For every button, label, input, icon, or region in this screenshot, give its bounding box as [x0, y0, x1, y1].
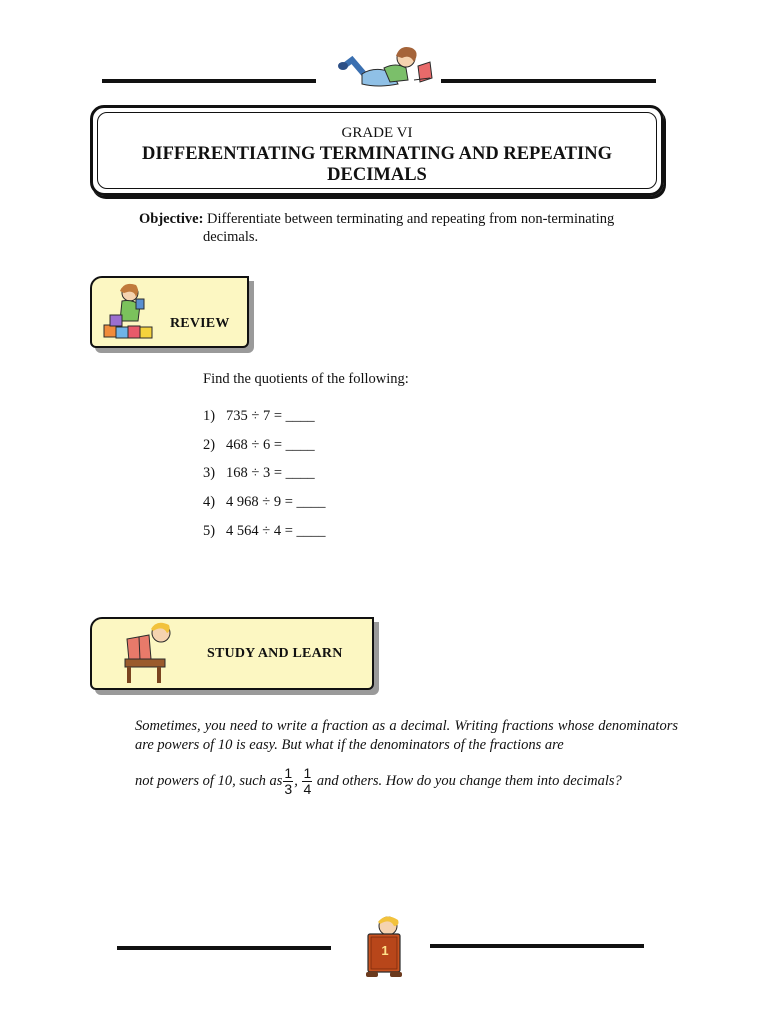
objective-text-line2: decimals.	[203, 229, 259, 245]
page-title-line1: DIFFERENTIATING TERMINATING AND REPEATING	[142, 144, 612, 164]
reading-girl-illustration	[334, 44, 436, 96]
study-paragraph: Sometimes, you need to write a fraction as a decimal. Writing fractions whose denominators are powers of 10 is easy. But what if the denominators of the fractions are	[135, 718, 678, 753]
page-title	[98, 144, 656, 186]
title-box	[90, 105, 664, 196]
page-number: 1	[381, 943, 389, 958]
review-section-tab	[90, 276, 249, 348]
list-item: 1) 735 ÷ 7 = ____	[203, 408, 315, 424]
study-paragraph-last-line: not powers of 10, such as $\frac{1}{3}$ , $\frac{1}{4}$ and others. How do you change them into decimals?	[135, 765, 622, 797]
footer-rule-right	[430, 944, 644, 948]
review-label: REVIEW	[170, 316, 230, 331]
list-item: 3) 168 ÷ 3 = ____	[203, 465, 315, 482]
fraction-one-fourth: $\frac{1}{4}$	[303, 765, 312, 797]
study-label: STUDY AND LEARN	[207, 646, 343, 661]
objective-label: Objective:	[139, 211, 204, 227]
page-title-line2: DECIMALS	[327, 165, 427, 185]
problem-list	[203, 407, 326, 550]
list-item: 2) 468 ÷ 6 = ____	[203, 436, 315, 453]
objective-text-line1: Differentiate between terminating and repeating from non-terminating	[207, 211, 615, 227]
girl-with-abc-blocks-illustration	[100, 280, 156, 342]
list-item: 5) 4 564 ÷ 4 = ____	[203, 522, 326, 539]
study-section-tab	[90, 617, 374, 690]
fraction-one-third: $\frac{1}{3}$	[284, 765, 293, 797]
boy-reading-at-desk-illustration	[118, 619, 180, 685]
review-instruction: Find the quotients of the following:	[203, 371, 409, 387]
objective	[139, 210, 659, 246]
header-rule-left	[102, 79, 316, 83]
footer-rule-left	[117, 946, 331, 950]
header-rule-right	[441, 79, 656, 83]
grade-label: GRADE VI	[341, 125, 413, 141]
list-item: 4) 4 968 ÷ 9 = ____	[203, 494, 326, 511]
